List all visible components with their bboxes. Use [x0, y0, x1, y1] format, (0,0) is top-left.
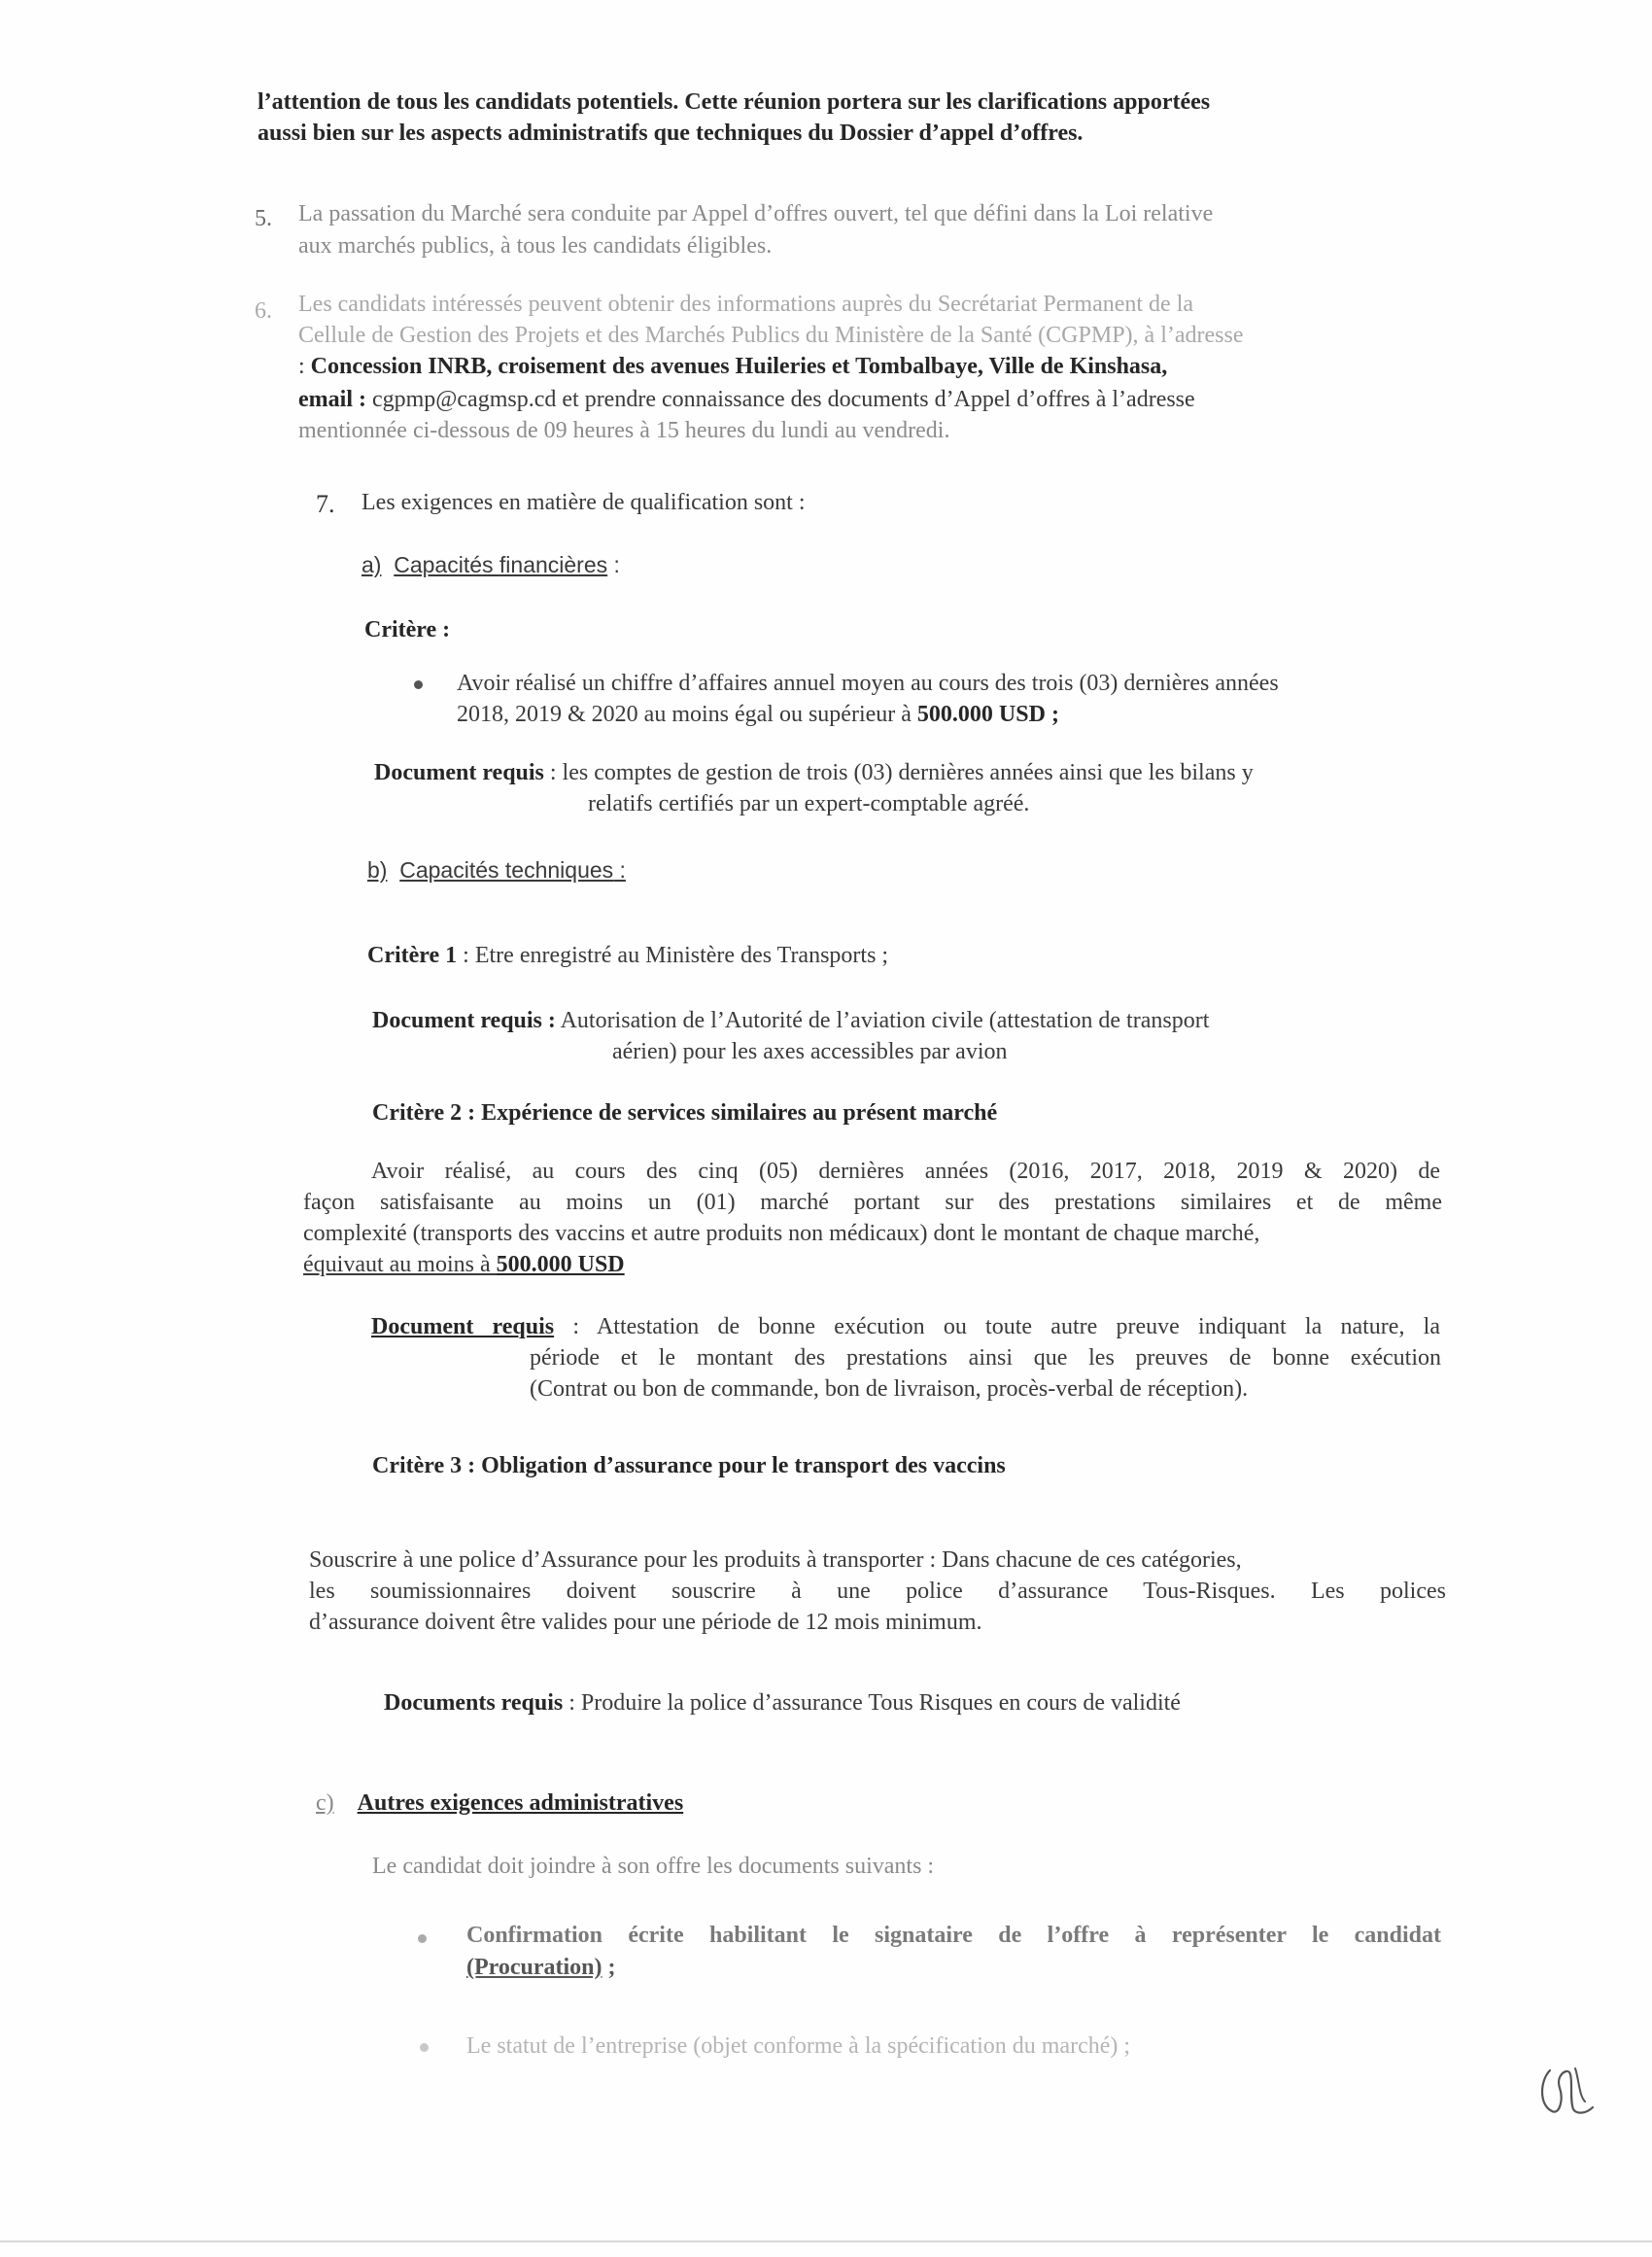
section-a-critere-label: Critère :: [364, 617, 451, 642]
criterion-1: [367, 941, 888, 970]
intro-line-2: aussi bien sur les aspects administratifs que techniques du Dossier d’appel d’offres.: [258, 121, 1084, 146]
criterion-3-doc-label: Documents requis: [384, 1690, 564, 1716]
criterion-2-doc-line-2: période et le montant des prestations ainsi que les preuves de bonne exécution: [530, 1345, 1441, 1371]
criterion-3-doc-text: : Produire la police d’assurance Tous Risques en cours de validité: [563, 1690, 1181, 1716]
section-c-heading: [316, 1788, 683, 1818]
section-a-bullet-text: 2018, 2019 & 2020 au moins égal ou supérieur à: [457, 702, 917, 727]
criterion-2-doc-line-1: [371, 1312, 1440, 1341]
criterion-2-doc-text: : Attestation de bonne exécution ou toute autre preuve indiquant la nature, la: [554, 1314, 1441, 1339]
item-6-line-1: Les candidats intéressés peuvent obtenir des informations auprès du Secrétariat Permanent de la: [298, 292, 1194, 317]
item-6-line-4: [298, 385, 1195, 414]
item-5-line-2: aux marchés publics, à tous les candidats éligibles.: [298, 233, 773, 259]
section-c-letter: c): [316, 1790, 334, 1816]
section-a-doc-label: Document requis: [374, 760, 544, 785]
section-a-heading: [361, 550, 620, 579]
criterion-2-title: Critère 2 : Expérience de services similaires au présent marché: [372, 1100, 998, 1126]
section-b-heading: [367, 855, 626, 885]
item-6-email-text: cgpmp@cagmsp.cd et prendre connaissance des documents d’Appel d’offres à l’adresse: [365, 387, 1195, 412]
section-b-suffix: :: [613, 857, 626, 883]
item-6-email-label: email :: [298, 387, 366, 412]
section-a-amount: 500.000 USD: [916, 702, 1046, 727]
section-b-letter: b): [367, 857, 388, 883]
item-6-line-2: Cellule de Gestion des Projets et des Marchés Publics du Ministère de la Santé (CGPMP), à l’adresse: [298, 323, 1244, 348]
item-5-line-1: La passation du Marché sera conduite par Appel d’offres ouvert, tel que défini dans la Loi relative: [298, 201, 1214, 226]
item-5-number: 5.: [255, 206, 272, 231]
scan-edge: [0, 2240, 1652, 2242]
section-a-suffix: :: [607, 552, 620, 577]
criterion-3-doc: [384, 1688, 1181, 1718]
item-6-address: Concession INRB, croisement des avenues Huileries et Tombalbaye, Ville de Kinshasa,: [310, 354, 1168, 379]
item-7-text: Les exigences en matière de qualification sont :: [361, 490, 806, 515]
criterion-1-doc-line-1: [372, 1006, 1209, 1035]
criterion-2-amount: 500.000 USD: [496, 1252, 625, 1277]
section-c-title: Autres exigences administratives: [357, 1790, 684, 1816]
bullet-icon: [414, 680, 423, 689]
criterion-2-doc-line-3: (Contrat ou bon de commande, bon de livraison, procès-verbal de réception).: [530, 1376, 1249, 1402]
criterion-1-doc-label: Document requis :: [372, 1008, 556, 1033]
criterion-3-line-1: Souscrire à une police d’Assurance pour les produits à transporter : Dans chacune de ces catégories,: [309, 1547, 1242, 1573]
section-b-title: Capacités techniques: [399, 857, 614, 883]
section-a-doc-line-1: [374, 758, 1254, 787]
section-c-bullet-2: Le statut de l’entreprise (objet conforme à la spécification du marché) ;: [466, 2033, 1131, 2059]
item-7-number: 7.: [316, 490, 335, 518]
section-a-doc-line-2: relatifs certifiés par un expert-comptable agréé.: [588, 791, 1030, 816]
criterion-3-line-3: d’assurance doivent être valides pour une période de 12 mois minimum.: [309, 1610, 982, 1635]
bullet-icon: [418, 1934, 427, 1943]
intro-line-1: l’attention de tous les candidats potentiels. Cette réunion portera sur les clarifications apportées: [258, 89, 1211, 115]
criterion-2-line-4-text: équivaut au moins à: [303, 1252, 497, 1277]
bullet-icon: [420, 2043, 429, 2052]
criterion-2-line-2: façon satisfaisante au moins un (01) marché portant sur des prestations similaires et de même: [303, 1190, 1442, 1215]
criterion-1-label: Critère 1: [367, 943, 458, 968]
criterion-2-doc-label: Document requis: [371, 1314, 555, 1339]
criterion-1-doc-line-2: aérien) pour les axes accessibles par avion: [612, 1039, 1008, 1064]
item-6-line-3: [298, 352, 1167, 381]
section-a-bullet-line-2: [457, 700, 1059, 729]
section-a-bullet-end: ;: [1045, 702, 1059, 727]
criterion-2-line-3: complexité (transports des vaccins et autre produits non médicaux) dont le montant de chaque marché,: [303, 1221, 1260, 1246]
section-c-intro: Le candidat doit joindre à son offre les documents suivants :: [372, 1854, 935, 1879]
criterion-1-doc-text: Autorisation de l’Autorité de l’aviation civile (attestation de transport: [555, 1008, 1210, 1033]
item-6-line-3-prefix: :: [298, 354, 311, 379]
item-6-line-5: mentionnée ci-dessous de 09 heures à 15 heures du lundi au vendredi.: [298, 418, 950, 443]
section-c-procuration: (Procuration): [466, 1955, 602, 1980]
section-a-letter: a): [361, 552, 382, 577]
section-a-doc-text: : les comptes de gestion de trois (03) dernières années ainsi que les bilans y: [543, 760, 1254, 785]
criterion-2-line-1: Avoir réalisé, au cours des cinq (05) dernières années (2016, 2017, 2018, 2019 & 2020) de: [371, 1159, 1440, 1184]
section-a-bullet-line-1: Avoir réalisé un chiffre d’affaires annuel moyen au cours des trois (03) dernières années: [457, 671, 1279, 696]
criterion-3-title: Critère 3 : Obligation d’assurance pour le transport des vaccins: [372, 1453, 1006, 1478]
section-c-bullet-1-line-2: [466, 1953, 616, 1982]
criterion-1-text: : Etre enregistré au Ministère des Transports ;: [457, 943, 889, 968]
section-c-bullet-1-line-1: Confirmation écrite habilitant le signataire de l’offre à représenter le candidat: [466, 1923, 1441, 1948]
criterion-3-line-2: les soumissionnaires doivent souscrire à une police d’assurance Tous-Risques. Les polices: [309, 1579, 1446, 1604]
section-a-title: Capacités financières: [394, 552, 608, 577]
section-c-bullet-1-end: ;: [602, 1955, 616, 1980]
criterion-2-line-4: [303, 1250, 625, 1279]
handwritten-initials: [1531, 2051, 1608, 2129]
item-6-number: 6.: [255, 298, 272, 324]
